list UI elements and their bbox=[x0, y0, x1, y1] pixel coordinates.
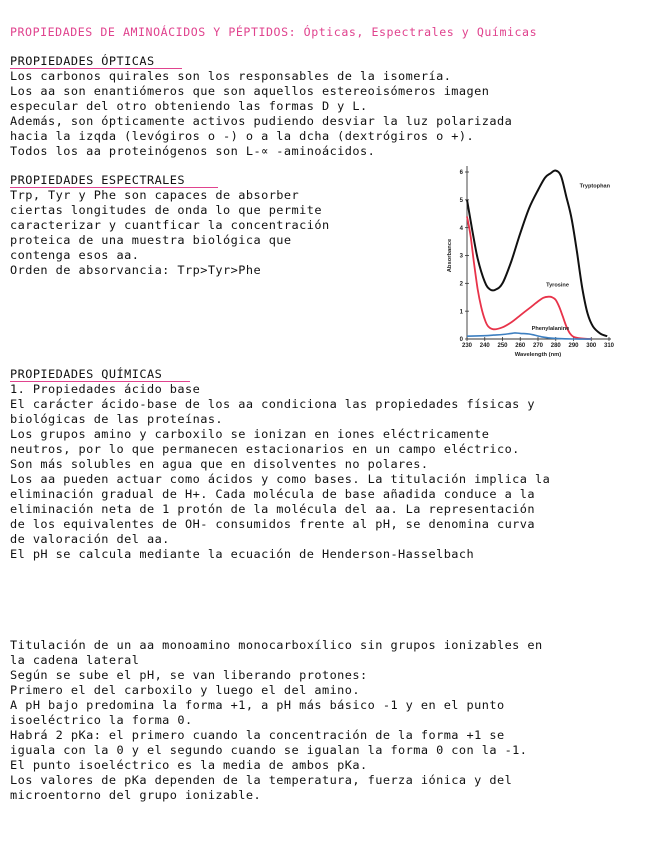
spectral-line: contenga esos aa. bbox=[10, 248, 140, 262]
chemical-line: de los equivalentes de OH- consumidos frente al pH, se denomina curva bbox=[10, 517, 536, 531]
chemical-line: Los aa pueden actuar como ácidos y como bases. La titulación implica la bbox=[10, 472, 551, 486]
titration-line: isoeléctrico la forma 0. bbox=[10, 713, 193, 727]
y-tick-label: 0 bbox=[459, 337, 463, 344]
chemical-heading: PROPIEDADES QUÍMICAS bbox=[10, 367, 163, 381]
document-title: PROPIEDADES DE AMINOÁCIDOS Y PÉPTIDOS: Ópticas, Espectrales y Químicas bbox=[10, 25, 538, 39]
titration-line: Los valores de pKa dependen de la temperatura, fuerza iónica y del bbox=[10, 773, 513, 787]
spectral-line: caracterizar y cuantficar la concentración bbox=[10, 218, 330, 232]
titration-line: microentorno del grupo ionizable. bbox=[10, 788, 262, 802]
x-tick-label: 260 bbox=[515, 343, 526, 349]
titration-line: A pH bajo predomina la forma +1, a pH más básico -1 y en el punto bbox=[10, 698, 505, 712]
y-tick-label: 5 bbox=[459, 198, 463, 205]
absorbance-chart bbox=[441, 160, 617, 364]
chemical-line: Son más solubles en agua que en disolventes no polares. bbox=[10, 457, 429, 471]
titration-line: la cadena lateral bbox=[10, 653, 140, 667]
titration-line: Habrá 2 pKa: el primero cuando la concentración de la forma +1 se bbox=[10, 728, 505, 742]
y-tick-label: 1 bbox=[459, 309, 463, 316]
chemical-line: eliminación gradual de H+. Cada molécula de base añadida conduce a la bbox=[10, 487, 536, 501]
spectral-line: Orden de absorvancia: Trp>Tyr>Phe bbox=[10, 263, 262, 277]
x-tick-label: 300 bbox=[586, 343, 597, 349]
chemical-line: El pH se calcula mediante la ecuación de Henderson-Hasselbach bbox=[10, 547, 475, 561]
y-axis-label: Absorbance bbox=[447, 238, 453, 273]
legend-label-tyrosine: Tyrosine bbox=[546, 282, 569, 289]
x-tick-label: 250 bbox=[497, 343, 508, 349]
chemical-line: Los grupos amino y carboxilo se ionizan en iones eléctricamente bbox=[10, 427, 490, 441]
legend-label-tryptophan: Tryptophan bbox=[579, 183, 611, 190]
x-tick-label: 290 bbox=[568, 343, 579, 349]
legend-label-phenylalanine: Phenylalanine bbox=[531, 325, 570, 332]
spectral-line: ciertas longitudes de onda lo que permite bbox=[10, 203, 322, 217]
chemical-line: de valoración del aa. bbox=[10, 532, 170, 546]
series-line-tyrosine bbox=[467, 217, 591, 340]
y-tick-label: 2 bbox=[459, 281, 463, 288]
x-tick-label: 240 bbox=[479, 343, 490, 349]
x-tick-label: 310 bbox=[603, 343, 615, 349]
chemical-line: biológicas de las proteínas. bbox=[10, 412, 224, 426]
spectral-line: Trp, Tyr y Phe son capaces de absorber bbox=[10, 188, 300, 202]
y-tick-label: 3 bbox=[459, 253, 463, 260]
titration-line: El punto isoeléctrico es la media de ambos pKa. bbox=[10, 758, 368, 772]
y-tick-label: 6 bbox=[459, 170, 463, 177]
optical-line: Los aa son enantiómeros que son aquellos estereoisómeros imagen bbox=[10, 84, 490, 98]
chemical-line: neutros, por lo que permanecen estacionarios en un campo eléctrico. bbox=[10, 442, 520, 456]
chemical-line: eliminación neta de 1 protón de la molécula del aa. La representación bbox=[10, 502, 536, 516]
absorbance-chart-svg bbox=[441, 160, 617, 364]
spectral-heading: PROPIEDADES ESPECTRALES bbox=[10, 173, 186, 187]
spectral-line: proteica de una muestra biológica que bbox=[10, 233, 292, 247]
x-tick-label: 230 bbox=[461, 343, 473, 349]
optical-line: Además, son ópticamente activos pudiendo desviar la luz polarizada bbox=[10, 114, 513, 128]
optical-line: hacia la izqda (levógiros o -) o a la dcha (dextrógiros o +). bbox=[10, 129, 475, 143]
titration-line: Titulación de un aa monoamino monocarboxílico sin grupos ionizables en bbox=[10, 638, 543, 652]
optical-line: especular del otro obteniendo las formas D y L. bbox=[10, 99, 368, 113]
optical-heading: PROPIEDADES ÓPTICAS bbox=[10, 54, 155, 68]
optical-line: Los carbonos quirales son los responsables de la isomería. bbox=[10, 69, 452, 83]
y-tick-label: 4 bbox=[459, 225, 463, 232]
x-tick-label: 270 bbox=[532, 343, 544, 349]
titration-line: Primero el del carboxilo y luego el del amino. bbox=[10, 683, 361, 697]
x-axis-label: Wavelength (nm) bbox=[514, 352, 562, 358]
titration-line: Según se sube el pH, se van liberando protones: bbox=[10, 668, 368, 682]
chemical-line: El carácter ácido-base de los aa condiciona las propiedades físicas y bbox=[10, 397, 536, 411]
titration-line: iguala con la 0 y el segundo cuando se igualan la forma 0 con la -1. bbox=[10, 743, 528, 757]
series-line-tryptophan bbox=[467, 171, 607, 337]
optical-line: Todos los aa proteinógenos son L-∝ -aminoácidos. bbox=[10, 144, 376, 158]
chemical-line: 1. Propiedades ácido base bbox=[10, 382, 201, 396]
x-tick-label: 280 bbox=[550, 343, 561, 349]
